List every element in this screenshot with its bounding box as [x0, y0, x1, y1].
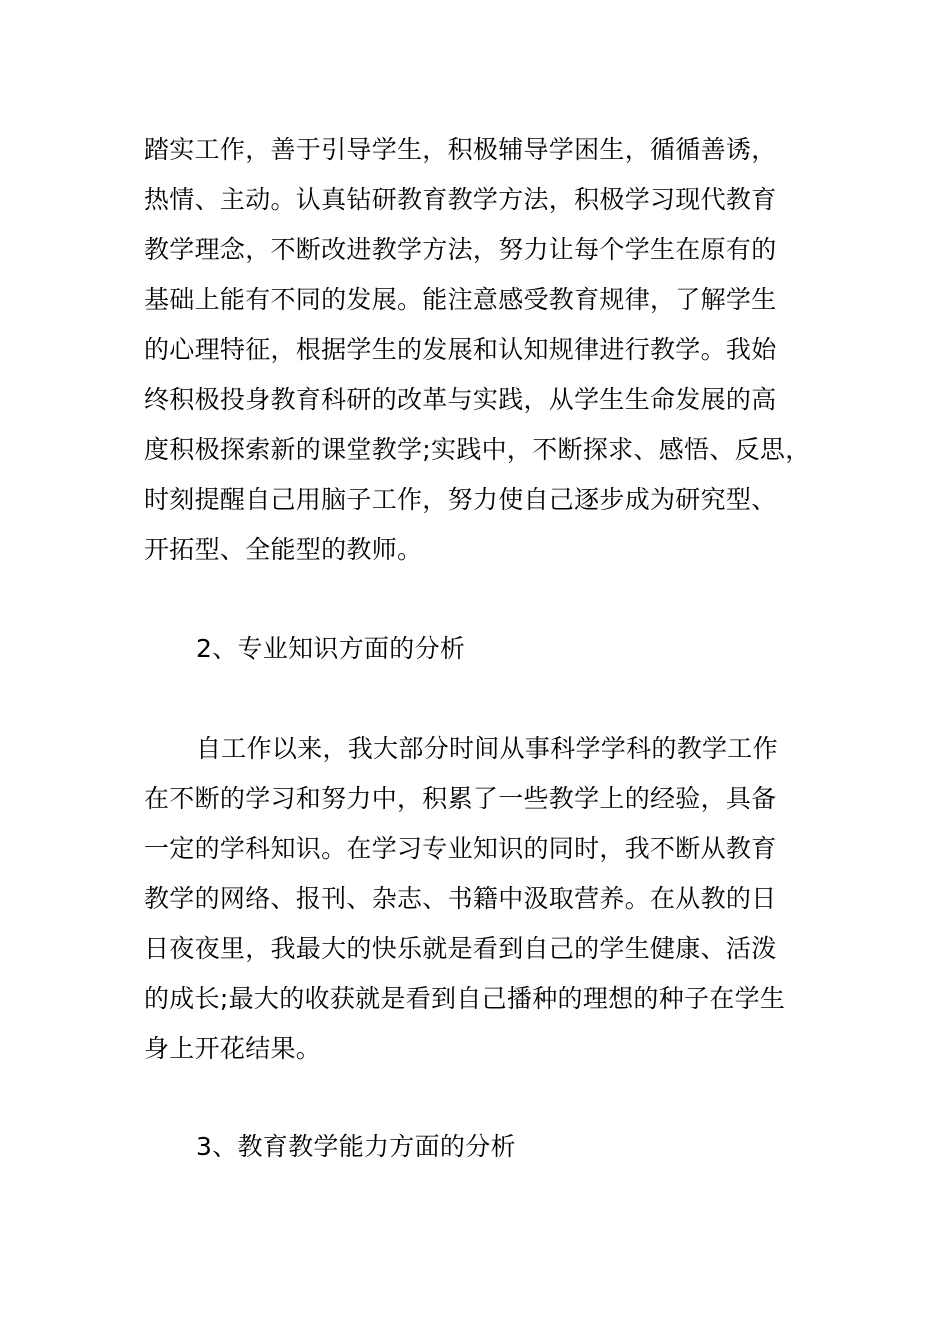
- text-line: 基础上能有不同的发展。能注意感受教育规律，了解学生: [144, 285, 777, 314]
- text-line: 的成长;最大的收获就是看到自己播种的理想的种子在学生: [144, 984, 786, 1013]
- text-line: 教学理念，不断改进教学方法，努力让每个学生在原有的: [144, 235, 777, 264]
- text-line: 自工作以来，我大部分时间从事科学学科的教学工作: [196, 734, 778, 763]
- section-heading-teaching-ability: 3、教育教学能力方面的分析: [196, 1132, 516, 1161]
- text-line: 的心理特征，根据学生的发展和认知规律进行教学。我始: [144, 335, 777, 364]
- text-line: 一定的学科知识。在学习专业知识的同时，我不断从教育: [144, 834, 777, 863]
- text-line: 时刻提醒自己用脑子工作，努力使自己逐步成为研究型、: [144, 485, 777, 514]
- text-line: 热情、主动。认真钻研教育教学方法，积极学习现代教育: [144, 185, 777, 214]
- text-line: 教学的网络、报刊、杂志、书籍中汲取营养。在从教的日: [144, 884, 777, 913]
- text-line: 在不断的学习和努力中，积累了一些教学上的经验，具备: [144, 784, 777, 813]
- section-heading-professional-knowledge: 2、专业知识方面的分析: [196, 634, 466, 663]
- text-line: 度积极探索新的课堂教学;实践中，不断探求、感悟、反思，: [144, 435, 811, 464]
- text-line: 开拓型、全能型的教师。: [144, 535, 423, 564]
- text-line: 日夜夜里，我最大的快乐就是看到自己的学生健康、活泼: [144, 934, 777, 963]
- text-line: 踏实工作，善于引导学生，积极辅导学困生，循循善诱，: [144, 135, 777, 164]
- text-line: 终积极投身教育科研的改革与实践，从学生生命发展的高: [144, 385, 777, 414]
- text-line: 身上开花结果。: [144, 1034, 322, 1063]
